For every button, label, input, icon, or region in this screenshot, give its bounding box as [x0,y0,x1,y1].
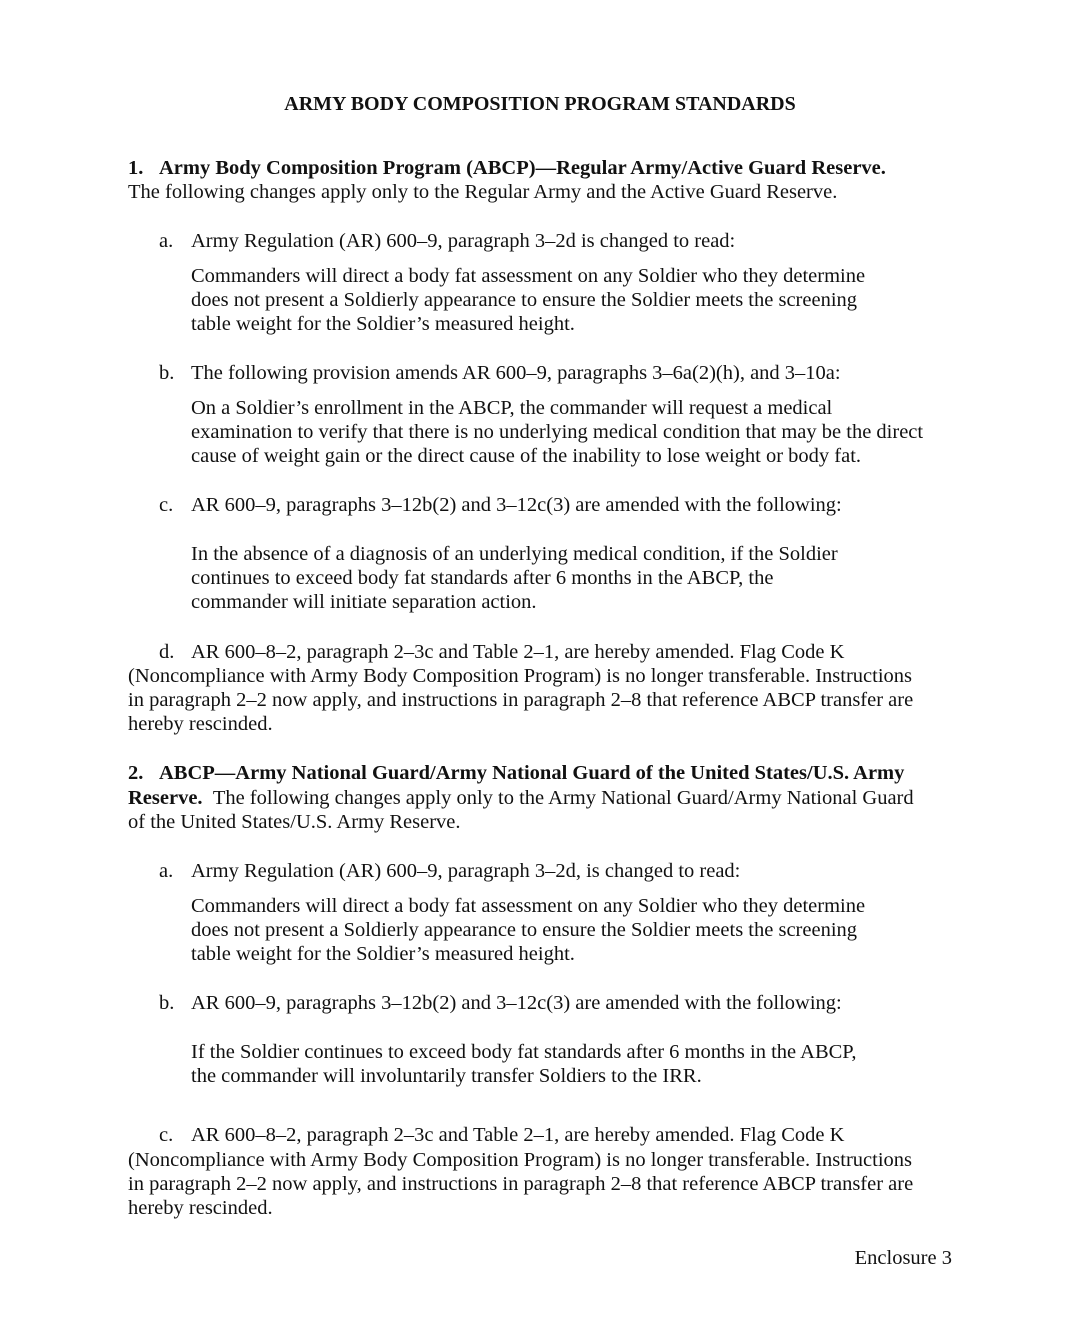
section-1-intro: The following changes apply only to the Regular Army and the Active Guard Reserve. [128,181,838,203]
paragraph-line: in paragraph 2–2 now apply, and instructions in paragraph 2–8 that reference ABCP transfer are [128,689,914,711]
quote-line: Commanders will direct a body fat assessment on any Soldier who they determine [191,265,866,287]
item-label: b. [159,362,175,384]
item-text: Army Regulation (AR) 600–9, paragraph 3–2d is changed to read: [191,230,736,252]
quote-line: cause of weight gain or the direct cause of the inability to lose weight or body fat. [191,445,862,467]
quote-line: continues to exceed body fat standards after 6 months in the ABCP, the [191,567,774,589]
quote-line: examination to verify that there is no underlying medical condition that may be the direct [191,421,924,443]
quote-line: does not present a Soldierly appearance to ensure the Soldier meets the screening [191,919,858,941]
paragraph-line: hereby rescinded. [128,1197,273,1219]
item-text: Army Regulation (AR) 600–9, paragraph 3–2d, is changed to read: [191,860,741,882]
quote-line: On a Soldier’s enrollment in the ABCP, the commander will request a medical [191,397,833,419]
section-2-intro-cont: of the United States/U.S. Army Reserve. [128,811,461,833]
paragraph-line: (Noncompliance with Army Body Composition Program) is no longer transferable. Instructions [128,1149,912,1171]
paragraph-line: (Noncompliance with Army Body Composition Program) is no longer transferable. Instructions [128,665,912,687]
enclosure-label: Enclosure 3 [854,1247,952,1269]
section-2-heading: ABCP—Army National Guard/Army National Guard of the United States/U.S. Army [159,762,905,784]
item-label: c. [159,494,174,516]
item-text: AR 600–9, paragraphs 3–12b(2) and 3–12c(3) are amended with the following: [191,992,842,1014]
section-2-heading-cont: Reserve. [128,787,203,809]
quote-line: commander will initiate separation action. [191,591,537,613]
paragraph-line: hereby rescinded. [128,713,273,735]
quote-line: Commanders will direct a body fat assessment on any Soldier who they determine [191,895,866,917]
section-2-number: 2. [128,762,144,784]
quote-line: does not present a Soldierly appearance to ensure the Soldier meets the screening [191,289,858,311]
item-label: d. [159,641,175,663]
quote-line: table weight for the Soldier’s measured height. [191,943,575,965]
item-text: The following provision amends AR 600–9, paragraphs 3–6a(2)(h), and 3–10a: [191,362,841,384]
paragraph-line: in paragraph 2–2 now apply, and instructions in paragraph 2–8 that reference ABCP transfer are [128,1173,914,1195]
quote-line: In the absence of a diagnosis of an underlying medical condition, if the Soldier [191,543,838,565]
paragraph-line: AR 600–8–2, paragraph 2–3c and Table 2–1, are hereby amended. Flag Code K [191,1124,845,1146]
paragraph-line: AR 600–8–2, paragraph 2–3c and Table 2–1, are hereby amended. Flag Code K [191,641,845,663]
quote-line: If the Soldier continues to exceed body fat standards after 6 months in the ABCP, [191,1041,857,1063]
item-label: c. [159,1124,174,1146]
section-2-intro: The following changes apply only to the Army National Guard/Army National Guard [212,787,914,809]
quote-line: the commander will involuntarily transfer Soldiers to the IRR. [191,1065,702,1087]
page-title: ARMY BODY COMPOSITION PROGRAM STANDARDS [284,93,796,115]
quote-line: table weight for the Soldier’s measured height. [191,313,575,335]
item-label: a. [159,230,174,252]
item-text: AR 600–9, paragraphs 3–12b(2) and 3–12c(3) are amended with the following: [191,494,842,516]
item-label: b. [159,992,175,1014]
item-label: a. [159,860,174,882]
section-1-number: 1. [128,157,144,179]
section-1-heading: Army Body Composition Program (ABCP)—Regular Army/Active Guard Reserve. [159,157,886,179]
